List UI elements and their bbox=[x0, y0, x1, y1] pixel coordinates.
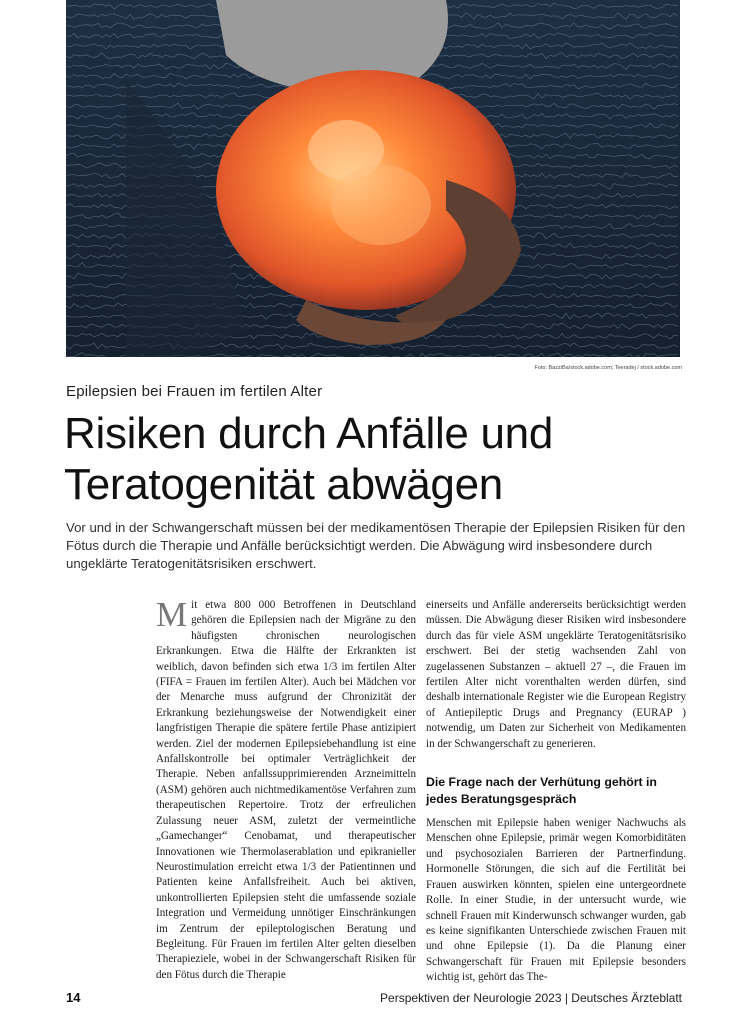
photo-credit: Foto: BazziBa/stock.adobe.com; Teeradej / stock.adobe.com bbox=[534, 365, 682, 371]
article-lead: Vor und in der Schwangerschaft müssen bei der medikamentösen Therapie der Epilepsien Risiken für den Fötus durch die Therapie und Anfälle berücksichtigt werden. Die Abwägung wird insbesondere durch ungeklärte Teratogenitätsrisiken erschwert. bbox=[66, 520, 686, 571]
body-text: it etwa 800 000 Betroffenen in Deutschland gehören die Epilepsien nach der Migräne zu den häufigsten chronischen neurologischen Erkrankungen. Etwa die Hälfte der Erkrankten ist weiblich, davon befinden sich etwa 1/3 im fertilen Alter (FIFA = Frauen im fertilen Alter). Auch bei Mädchen vor der Menarche muss aufgrund der Chronizität der Erkrankung beziehungsweise der Notwendigkeit einer langfristigen Therapie die spätere fertile Phase antizipiert werden. Ziel der modernen Epilepsiebehandlung ist eine Anfallskontrolle bei optimaler Verträglichkeit der Therapie. Neben anfallssupprimierenden Arzneimitteln (ASM) gehören auch nichtmedikamentöse Verfahren zum therapeutischen Repertoire. Trotz der erfreulichen Zulassung neuer ASM, zuletzt der vermeintliche „Gamechanger“ Cenobamat, und therapeutischer Innovationen wie Thermolaserablation und epikranieller Neurostimulation erreicht etwa 1/3 der Patientinnen und Patienten keine Anfallsfreiheit. Auch bei aktiven, unkontrollierten Epilepsien steht die umfassende soziale Integration und Vermeidung unnötiger Einschränkungen im Zentrum der epileptologischen Beratung und Begleitung. Für Frauen im fertilen Alter gelten dieselben Therapieziele, wobei in der Schwangerschaft Risiken für den Fötus durch die Therapie bbox=[156, 599, 416, 981]
body-paragraph bbox=[156, 595, 416, 983]
body-column-left bbox=[156, 595, 416, 983]
pregnant-belly-eeg-photo bbox=[66, 0, 680, 357]
publication-name: Perspektiven der Neurologie 2023 | Deutsches Ärzteblatt bbox=[380, 991, 682, 1005]
drop-cap: M bbox=[156, 595, 188, 634]
article-headline: Risiken durch Anfälle und Teratogenität abwägen bbox=[64, 409, 554, 509]
body-paragraph: einerseits und Anfälle andererseits berücksichtigt werden müssen. Die Abwägung dieser Risiken wird insbesondere durch das für viele ASM ungeklärte Teratogenitätsrisiko erschwert. Bei der stetig wachsenden Zahl von zugelassenen Substanzen – aktuell 27 –, die Frauen im fertilen Alter nicht vorenthalten werden dürfen, sind deshalb internationale Register wie die European Registry of Antiepileptic Drugs and Pregnancy (EURAP ) notwendig, um Daten zur Sicherheit von Medikamenten in der Schwangerschaft zu generieren. bbox=[426, 599, 686, 750]
section-subheading: Die Frage nach der Verhütung gehört in jedes Beratungsgespräch bbox=[426, 775, 657, 807]
page-number: 14 bbox=[66, 990, 81, 1005]
body-column-right bbox=[426, 598, 686, 986]
body-paragraph: Menschen mit Epilepsie haben weniger Nachwuchs als Menschen ohne Epilepsie, primär wegen Komorbiditäten und psychosozialen Barrieren der Partnerfindung. Hormonelle Störungen, die sich auf die Fertilität bei Frauen auswirken könnten, spielen eine untergeordnete Rolle. In einer Studie, in der untersucht wurde, wie schnell Frauen mit Kinderwunsch schwanger wurden, gab es keine signifikanten Unterschiede zwischen Frauen mit und ohne Epilepsie (1). Da die Planung einer Schwangerschaft für Frauen mit Epilepsie besonders wichtig ist, gehört das The- bbox=[426, 817, 686, 984]
hero-image bbox=[66, 0, 680, 357]
article-kicker: Epilepsien bei Frauen im fertilen Alter bbox=[66, 383, 323, 400]
